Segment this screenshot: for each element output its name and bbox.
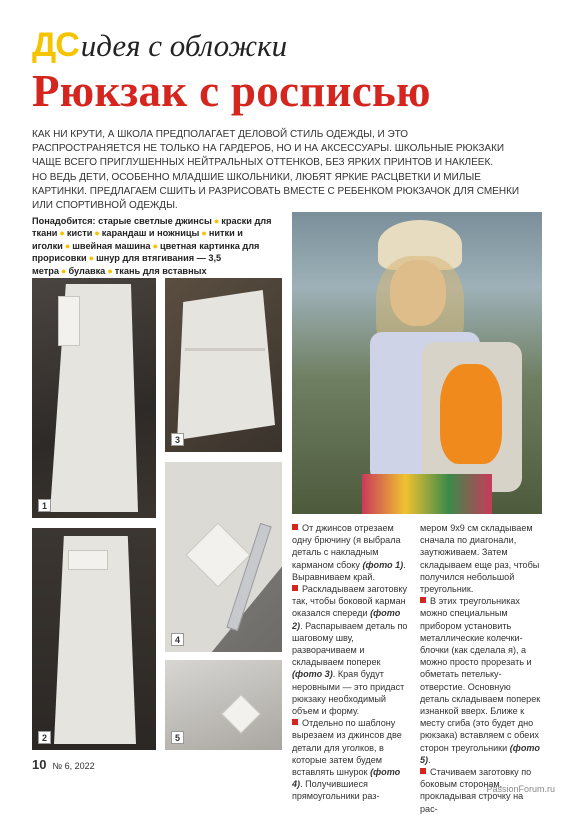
- photo-number: 2: [38, 731, 51, 744]
- material-item: карандаш и ножницы: [101, 228, 200, 239]
- inserted-triangle: [221, 694, 261, 734]
- lead-paragraph: [32, 128, 542, 213]
- material-item: ткань для вставных: [114, 265, 207, 276]
- square-bullet-icon: [420, 597, 426, 603]
- page-title: Рюкзак с росписью: [32, 66, 431, 116]
- paragraph: В этих треугольниках можно специальным прибором установить металлические колечки-блочки (как сделала я), а можно просто прорезать и обметать петельку-отверстие. Основную деталь складываем поперек изнанкой вверх. Ближе к месту сгиба (это будет дно рюкзака) вставляем с обеих сторон треугольники (фото 5).: [420, 596, 541, 765]
- square-bullet-icon: [292, 524, 298, 530]
- paragraph: Отдельно по шаблону вырезаем из джинсов две детали для уголков, в которые затем будем вставлять шнурок (фото 4). Получившиеся прямоугольники раз-: [292, 718, 402, 802]
- material-item: кисти: [66, 228, 93, 239]
- bullet-icon: ●: [59, 228, 65, 239]
- lead-line: ИЛИ СПОРТИВНОЙ ОДЕЖДЫ.: [32, 200, 178, 212]
- page-footer: [32, 757, 95, 772]
- side-pocket: [58, 296, 80, 346]
- bullet-icon: ●: [213, 216, 220, 226]
- materials-label: Понадобится:: [32, 216, 96, 226]
- material-item: старые светлые джинсы: [98, 216, 212, 226]
- lead-line: КАРТИНКИ. ПРЕДЛАГАЕМ СШИТЬ И РАЗРИСОВАТЬ ВМЕСТЕ С РЕБЕНКОМ РЮКЗАЧОК ДЛЯ СМЕНКИ: [32, 185, 520, 197]
- side-pocket: [68, 550, 108, 570]
- material-item: нитки и иголки: [32, 228, 243, 251]
- bullet-icon: ●: [88, 253, 95, 264]
- watermark: PassionForum.ru: [486, 784, 555, 794]
- photo-number: 3: [171, 433, 184, 446]
- paragraph: Стачиваем заготовку по боковым сторонам, прокладывая строчку на рас-: [420, 767, 532, 814]
- bullet-icon: ●: [61, 265, 67, 276]
- photo-number: 1: [38, 499, 51, 512]
- section-kicker: идея с обложки: [80, 28, 288, 63]
- header: [32, 28, 542, 63]
- photo-folded-blank: [165, 278, 282, 452]
- skirt: [362, 474, 492, 514]
- material-item: шнур для втягивания — 3,5 метра: [32, 253, 222, 276]
- material-item: цветная картинка для прорисовки: [32, 240, 260, 264]
- bullet-icon: ●: [94, 228, 100, 239]
- bullet-icon: ●: [201, 228, 207, 239]
- material-item: швейная машина: [72, 240, 151, 251]
- lead-line: РАСПРОСТРАНЯЕТСЯ НЕ ТОЛЬКО НА ГАРДЕРОБ, НО И НА АКСЕССУАРЫ. ШКОЛЬНЫЕ РЮКЗАКИ: [32, 143, 505, 155]
- lead-line: КАК НИ КРУТИ, А ШКОЛА ПРЕДПОЛАГАЕТ ДЕЛОВОЙ СТИЛЬ ОДЕЖДЫ, И ЭТО: [32, 129, 409, 140]
- material-item: краски для ткани: [32, 216, 272, 239]
- bullet-icon: ●: [64, 240, 71, 251]
- lead-line: НО ВЕДЬ ДЕТИ, ОСОБЕННО МЛАДШИЕ ШКОЛЬНИКИ, ЛЮБЯТ ЯРКИЕ РАСЦВЕТКИ И МИЛЫЕ: [32, 171, 481, 183]
- photo-unfolded-blank: [32, 528, 156, 750]
- paragraph: От джинсов отрезаем одну брючину (я выбрала деталь с накладным карманом сбоку (фото 1). Выравниваем край.: [292, 523, 406, 582]
- photo-girl-with-backpack: [292, 212, 542, 514]
- body-column-1: [292, 522, 413, 803]
- page-number: 10: [32, 757, 47, 772]
- square-bullet-icon: [292, 719, 298, 725]
- material-item: булавка: [68, 265, 106, 276]
- photo-number: 5: [171, 731, 184, 744]
- section-tag: ДС: [32, 26, 79, 64]
- photo-number: 4: [171, 633, 184, 646]
- paragraph: Раскладываем заготовку так, чтобы боковой карман оказался спереди (фото 2). Распарываем деталь по шаговому шву, разворачиваем и складываем поперек (фото 3). Края будут неровными — это придаст рюкзаку необходимый объем и форму.: [292, 584, 408, 717]
- square-bullet-icon: [420, 768, 426, 774]
- photo-corner-template: [165, 462, 282, 652]
- painted-fox: [440, 364, 502, 464]
- jeans-folded: [173, 290, 275, 440]
- photo-inserted-corners: [165, 660, 282, 750]
- bullet-icon: ●: [152, 240, 158, 251]
- bullet-icon: ●: [107, 265, 113, 276]
- square-bullet-icon: [292, 585, 298, 591]
- photo-cut-leg: [32, 278, 156, 518]
- body-column-2: [420, 522, 542, 815]
- issue-number: № 6, 2022: [52, 761, 95, 771]
- fold-line: [185, 348, 265, 351]
- lead-line: ЧАЩЕ ВСЕГО ПРИГЛУШЕННЫХ НЕЙТРАЛЬНЫХ ОТТЕНКОВ, БЕЗ ЯРКИХ ПРИНТОВ И НАКЛЕЕК.: [32, 157, 494, 169]
- paragraph: мером 9х9 см складываем сначала по диагонали, заутюживаем. Затем складываем еще раз, чтобы получился небольшой треугольник.: [420, 523, 540, 595]
